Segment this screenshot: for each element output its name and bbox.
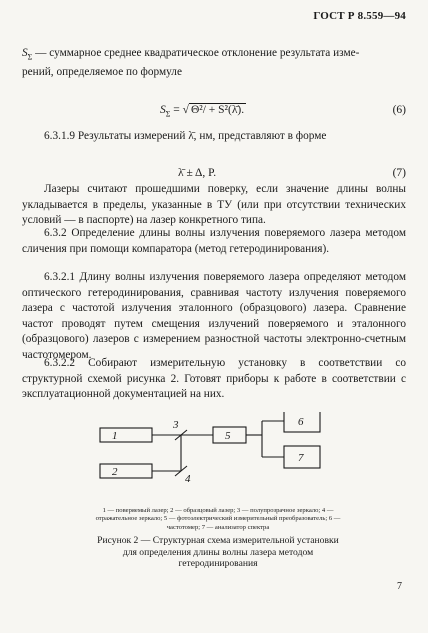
sigma-definition-text: — суммарное среднее квадратическое отклонение результата изме-: [32, 47, 360, 59]
paragraph-lasers: Лазеры считают прошедшими поверку, если значение длины волны укладывается в пределы, указанные в ТУ (или при отсутствии технических условий — в паспорте) на лазер конкретного типа.: [22, 183, 406, 227]
formula-6-number: (6): [392, 104, 406, 116]
formula-6-lhs: S: [160, 104, 166, 116]
formula-7-number: (7): [392, 167, 406, 179]
paragraph-6322: 6.3.2.2 Собирают измерительную установку в соответствии со структурной схемой рисунка 2. Готовят приборы к работе в соответствии с эксплуатационной документацией на них.: [22, 357, 406, 401]
formula-7-expression: λ̄ ± Δ, P.: [178, 167, 217, 179]
block-1-label: 1: [112, 430, 118, 442]
mirror-3-label: 3: [173, 419, 179, 431]
block-1: [100, 428, 152, 442]
figure-caption: Рисунок 2 — Структурная схема измерительной установки для определения длины волны лазера методом гетеродинирования: [97, 535, 339, 570]
paragraph-6319: 6.3.1.9 Результаты измерений λ̄, нм, представляют в форме: [44, 130, 327, 142]
formula-6-subscript: Σ: [165, 109, 171, 119]
formula-6-radicand: Θ²/ + S²(λ̄).: [190, 104, 245, 116]
paragraph-632: 6.3.2 Определение длины волны излучения поверяемого лазера методом сличения при помощи компаратора (метод гетеродинирования).: [22, 227, 406, 255]
page-number: 7: [397, 581, 402, 592]
block-6-label: 6: [298, 416, 304, 428]
block-2-label: 2: [112, 466, 118, 478]
block-7-label: 7: [298, 452, 304, 464]
sigma-symbol: S: [22, 47, 28, 59]
formula-6-equals: =: [170, 104, 183, 116]
document-page: ГОСТ Р 8.559—94 $S_\Sigma$ — суммарное среднее квадратическое отклонение результата изме- рений, определяемое по формуле $S_\Sigma$ = √ Θ²/ + S²(λ̄). (6) 6.3.1.9 Результаты измерений λ̄, нм, представляют в форме λ̄ ± Δ, P. (7) Лазеры считают прошедшими поверку, если значение длины волны укладывается в пределы, указанные в ТУ (или при отсутствии технических условий — в паспорте) на лазер конкретного типа. 6.3.2 Определение длины волны излучения поверяемого лазера методом сличения при помощи компаратора (метод гетеродинирования). 6.3.2.1 Длину волны излучения поверяемого лазера определяют методом оптического гетеродинирования, сравнивая частоту излучения поверяемого лазера с частотой излучения эталонного (образцового) лазера. Сравнение частот проводят путем смещения излучений поверяемого и эталонного (образцового) лазеров с измерением разностной частоты электронно-счетным частотомером. 6.3.2.2 Собирают измерительную установку в соответствии со структурной схемой рисунка 2. Готовят приборы к работе в соответствии с эксплуатационной документацией на них. 1 2 5 6 7 3 4 1 — поверяемый лазер; 2 — образцовый лазер; 3 — полупрозрачное зеркало; 4 — отражательное зеркало; 5 — фотоэлектрический измерительный преобразователь; 6 — частотомер; 7 — анализатор спектра Рисунок 2 — Структурная схема измерительной установки для определения длины волны лазера методом гетеродинирования 7: [22, 10, 406, 592]
block-2: [100, 464, 152, 478]
sigma-definition: [22, 46, 406, 80]
mirror-4-label: 4: [185, 473, 191, 485]
standard-header: ГОСТ Р 8.559—94: [313, 10, 406, 22]
sigma-definition-line2: рений, определяемое по формуле: [22, 65, 182, 78]
figure-legend: 1 — поверяемый лазер; 2 — образцовый лазер; 3 — полупрозрачное зеркало; 4 — отражательное зеркало; 5 — фотоэлектрический измерительный преобразователь; 6 — частотомер; 7 — анализатор спектра: [95, 507, 341, 531]
sigma-subscript: Σ: [27, 52, 33, 62]
paragraph-6321: 6.3.2.1 Длину волны излучения поверяемого лазера определяют методом оптического гетеродинирования, сравнивая частоту излучения поверяемого лазера с частотой излучения эталонного (образцового) лазера. Сравнение частот проводят путем смещения излучений поверяемого и эталонного (образцового) лазеров с измерением разностной частоты электронно-счетным частотомером.: [22, 271, 406, 361]
block-5-label: 5: [225, 430, 231, 442]
setup-diagram: [22, 412, 332, 504]
